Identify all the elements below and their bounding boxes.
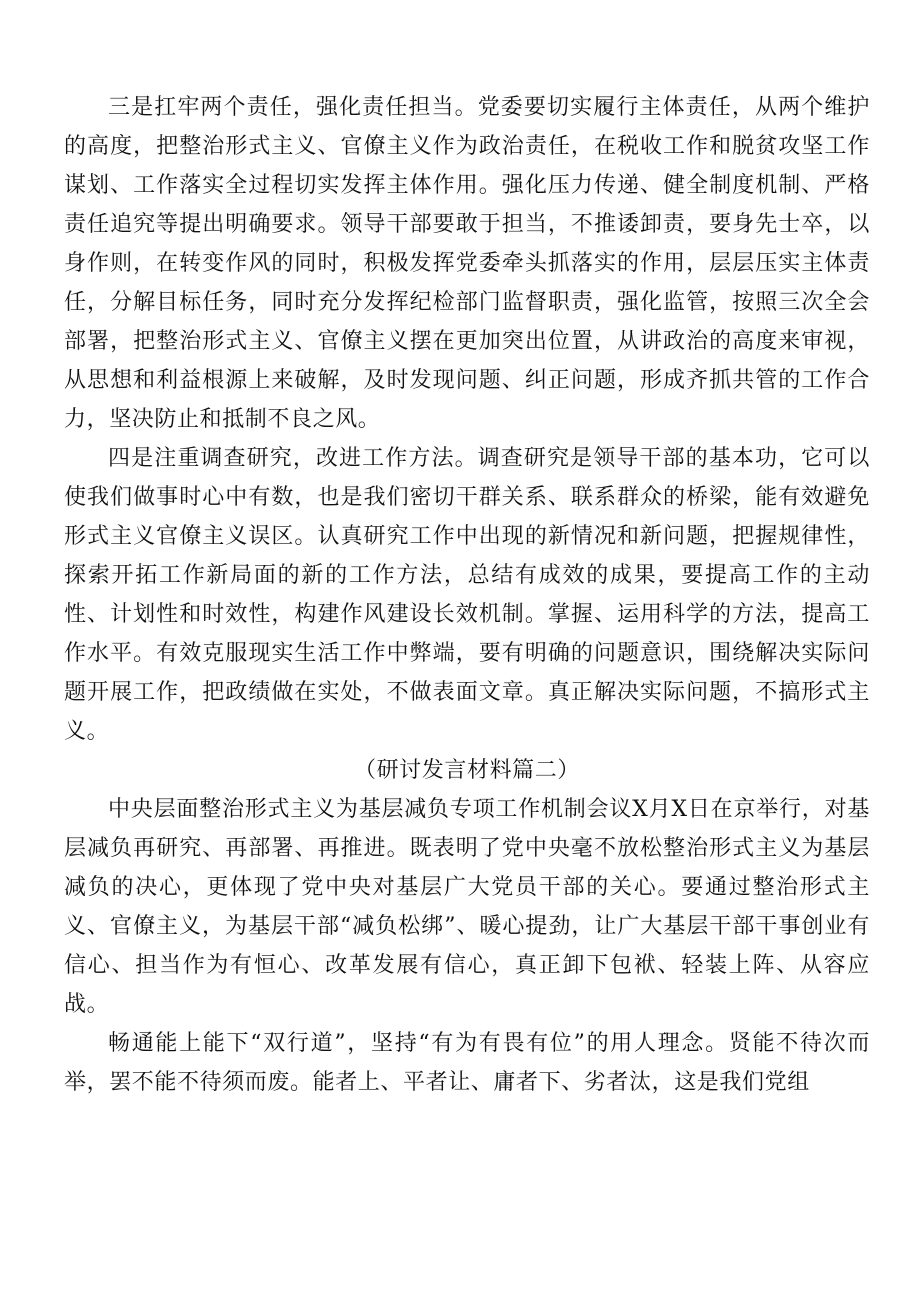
paragraph-promotion: 畅通能上能下“双行道”，坚持“有为有畏有位”的用人理念。贤能不待次而举，罢不能不待须而废。能者上、平者让、庸者下、劣者汰，这是我们党组 — [64, 1031, 870, 1095]
document-body — [64, 88, 870, 1102]
section-heading: （研讨发言材料篇二） — [353, 758, 580, 783]
paragraph-burden-reduction: 中央层面整治形式主义为基层减负专项工作机制会议X月X日在京举行，对基层减负再研究、再部署、再推进。既表明了党中央毫不放松整治形式主义为基层减负的决心，更体现了党中央对基层广大党员干部的关心。要通过整治形式主义、官僚主义，为基层干部“减负松绑”、暖心提劲，让广大基层干部干事创业有信心、担当作为有恒心、改革发展有信心，真正卸下包袱、轻装上阵、从容应战。 — [64, 797, 870, 1017]
paragraph-research: 四是注重调查研究，改进工作方法。调查研究是领导干部的基本功，它可以使我们做事时心中有数，也是我们密切干群关系、联系群众的桥梁，能有效避免形式主义官僚主义误区。认真研究工作中出现的新情况和新问题，把握规律性，探索开拓工作新局面的新的工作方法，总结有成效的成果，要提高工作的主动性、计划性和时效性，构建作风建设长效机制。掌握、运用科学的方法，提高工作水平。有效克服现实生活工作中弊端，要有明确的问题意识，围绕解决实际问题开展工作，把政绩做在实处，不做表面文章。真正解决实际问题，不搞形式主义。 — [64, 446, 870, 744]
paragraph-responsibility: 三是扛牢两个责任，强化责任担当。党委要切实履行主体责任，从两个维护的高度，把整治形式主义、官僚主义作为政治责任，在税收工作和脱贫攻坚工作谋划、工作落实全过程切实发挥主体作用。强化压力传递、健全制度机制、严格责任追究等提出明确要求。领导干部要敢于担当，不推诿卸责，要身先士卒，以身作则，在转变作风的同时，积极发挥党委牵头抓落实的作用，层层压实主体责任，分解目标任务，同时充分发挥纪检部门监督职责，强化监管，按照三次全会部署，把整治形式主义、官僚主义摆在更加突出位置，从讲政治的高度来审视，从思想和利益根源上来破解，及时发现问题、纠正问题，形成齐抓共管的工作合力，坚决防止和抵制不良之风。 — [64, 95, 870, 432]
